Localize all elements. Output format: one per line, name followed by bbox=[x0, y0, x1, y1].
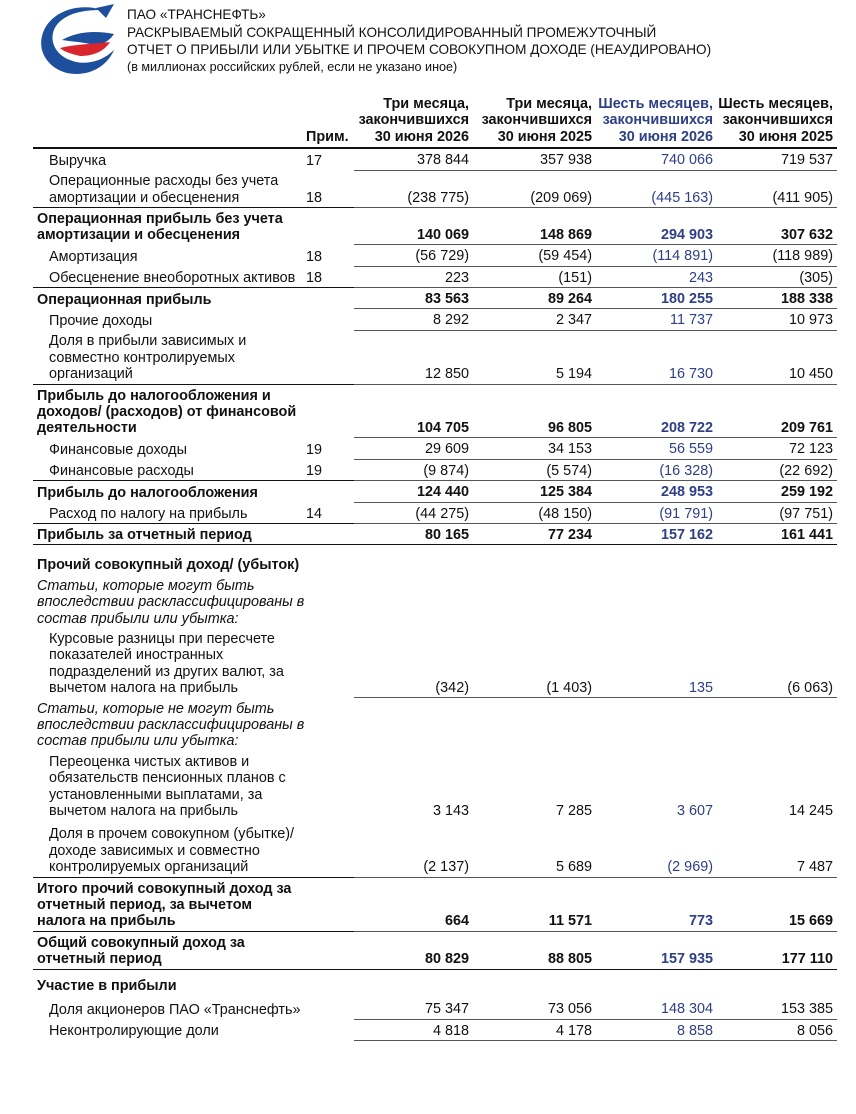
table-row bbox=[33, 309, 837, 330]
row-value: (56 729) bbox=[354, 245, 473, 266]
section-heading: Прочий совокупный доход/ (убыток) bbox=[37, 557, 300, 574]
column-header-h1-2026 bbox=[596, 96, 717, 148]
row-value: 96 805 bbox=[473, 384, 596, 438]
row-label: Прибыль до налогообложения и доходов/ (расходов) от финансовой деятельности bbox=[33, 384, 306, 438]
row-value: 357 938 bbox=[473, 148, 596, 170]
row-value: 7 285 bbox=[555, 803, 592, 820]
empty-cell bbox=[717, 698, 837, 751]
row-label: Курсовые разницы при пересчете показателей иностранных подразделений из других валют, за вычетом налога на прибыль bbox=[49, 630, 284, 697]
row-label: Операционные расходы без учета амортизации и обесценения bbox=[49, 173, 279, 206]
row-label: Амортизация bbox=[49, 248, 138, 265]
table-row bbox=[33, 1019, 837, 1040]
row-label: Переоценка чистых активов и обязательств пенсионных планов с установленными выплатами, за вычетом налога на прибыль bbox=[49, 753, 286, 820]
row-value: (91 791) bbox=[596, 502, 717, 523]
section-heading-row bbox=[33, 969, 837, 995]
row-value: 135 bbox=[596, 628, 717, 698]
row-note bbox=[306, 207, 354, 244]
row-value: 83 563 bbox=[354, 288, 473, 309]
row-value: 157 162 bbox=[596, 523, 717, 544]
row-value: 2 347 bbox=[473, 309, 596, 330]
table-row bbox=[33, 245, 837, 266]
row-value: 773 bbox=[596, 877, 717, 931]
row-value: (5 574) bbox=[473, 459, 596, 480]
row-note bbox=[306, 995, 354, 1019]
row-value: 719 537 bbox=[717, 148, 837, 170]
table-row-subtotal bbox=[33, 481, 837, 502]
row-value: (151) bbox=[473, 266, 596, 287]
column-header-line: закончившихся bbox=[722, 112, 833, 129]
row-value: 14 245 bbox=[788, 803, 833, 820]
column-header-h1-2025 bbox=[717, 96, 837, 148]
row-value: 72 123 bbox=[717, 438, 837, 459]
row-value: 153 385 bbox=[717, 995, 837, 1019]
row-note bbox=[306, 523, 354, 544]
row-value: 5 689 bbox=[473, 820, 596, 877]
transneft-logo-icon bbox=[36, 4, 120, 78]
row-note: 19 bbox=[306, 441, 323, 458]
report-title-line-2: ОТЧЕТ О ПРИБЫЛИ ИЛИ УБЫТКЕ И ПРОЧЕМ СОВОКУПНОМ ДОХОДЕ (НЕАУДИРОВАНО) bbox=[127, 42, 712, 57]
row-note bbox=[306, 288, 354, 309]
column-header-line: 30 июня 2026 bbox=[374, 128, 469, 145]
section-heading: Участие в прибыли bbox=[37, 977, 177, 994]
row-value: 294 903 bbox=[596, 207, 717, 244]
row-value: 7 487 bbox=[717, 820, 837, 877]
table-row-subtotal bbox=[33, 877, 837, 931]
row-note: 18 bbox=[306, 189, 323, 206]
row-value: 248 953 bbox=[596, 481, 717, 502]
row-value: 157 935 bbox=[596, 931, 717, 969]
row-value: 3 143 bbox=[432, 803, 469, 820]
table-row-subtotal bbox=[33, 207, 837, 244]
empty-cell bbox=[354, 575, 473, 628]
row-note: 17 bbox=[306, 152, 323, 169]
row-value: 3 607 bbox=[676, 803, 713, 820]
row-label: Операционная прибыль bbox=[33, 288, 306, 309]
row-value: 124 440 bbox=[354, 481, 473, 502]
table-row bbox=[33, 628, 837, 698]
row-note: 18 bbox=[306, 269, 323, 286]
row-label: Прибыль за отчетный период bbox=[33, 523, 306, 544]
row-value: (342) bbox=[354, 628, 473, 698]
table-row bbox=[33, 820, 837, 877]
table-row bbox=[33, 502, 837, 523]
row-value: 4 818 bbox=[354, 1019, 473, 1040]
table-header-row bbox=[33, 96, 837, 148]
column-header-line: закончившихся bbox=[481, 112, 592, 129]
row-note bbox=[306, 384, 354, 438]
empty-cell bbox=[473, 698, 596, 751]
row-label: Доля акционеров ПАО «Транснефть» bbox=[49, 1001, 301, 1018]
subsection-heading: Статьи, которые могут быть впоследствии расклассифицированы в состав прибыли или убытка: bbox=[37, 577, 305, 627]
row-label: Прибыль до налогообложения bbox=[33, 481, 306, 502]
row-label: Финансовые расходы bbox=[49, 462, 194, 479]
row-value: 140 069 bbox=[354, 207, 473, 244]
row-value: (2 969) bbox=[596, 820, 717, 877]
row-value: 80 829 bbox=[354, 931, 473, 969]
column-header-q2-2026 bbox=[354, 96, 473, 148]
empty-cell bbox=[354, 698, 473, 751]
row-value: (59 454) bbox=[473, 245, 596, 266]
row-value: 12 850 bbox=[354, 330, 473, 384]
row-value: 243 bbox=[596, 266, 717, 287]
empty-cell bbox=[717, 575, 837, 628]
row-value: 307 632 bbox=[717, 207, 837, 244]
row-value: 75 347 bbox=[354, 995, 473, 1019]
row-note: 19 bbox=[306, 462, 323, 479]
row-value: 209 761 bbox=[717, 384, 837, 438]
row-value: 16 730 bbox=[596, 330, 717, 384]
row-value: 5 194 bbox=[473, 330, 596, 384]
column-header-line: Шесть месяцев, bbox=[598, 96, 713, 112]
table-row-total bbox=[33, 523, 837, 544]
table-row bbox=[33, 751, 837, 821]
row-value: 34 153 bbox=[473, 438, 596, 459]
column-header-line: Три месяца, bbox=[506, 96, 592, 112]
row-label: Расход по налогу на прибыль bbox=[49, 505, 248, 522]
row-value: 664 bbox=[354, 877, 473, 931]
row-value: (1 403) bbox=[473, 628, 596, 698]
row-value: (411 905) bbox=[717, 170, 837, 207]
row-value: 148 304 bbox=[596, 995, 717, 1019]
subsection-heading-row bbox=[33, 698, 837, 751]
row-label: Неконтролирующие доли bbox=[49, 1023, 219, 1039]
column-header-line: 30 июня 2025 bbox=[738, 128, 833, 145]
row-value: 125 384 bbox=[473, 481, 596, 502]
row-value: (238 775) bbox=[354, 170, 473, 207]
row-value: (22 692) bbox=[717, 459, 837, 480]
report-title-line-1: РАСКРЫВАЕМЫЙ СОКРАЩЕННЫЙ КОНСОЛИДИРОВАННЫЙ ПРОМЕЖУТОЧНЫЙ bbox=[127, 24, 657, 40]
row-value: (209 069) bbox=[473, 170, 596, 207]
row-value: 8 292 bbox=[354, 309, 473, 330]
table-row bbox=[33, 995, 837, 1019]
empty-cell bbox=[596, 575, 717, 628]
row-value: (114 891) bbox=[596, 245, 717, 266]
subsection-heading: Статьи, которые не могут быть впоследствии расклассифицированы в состав прибыли или убытка: bbox=[37, 700, 305, 750]
section-heading-row bbox=[33, 545, 837, 575]
row-note bbox=[306, 751, 354, 821]
table-row bbox=[33, 438, 837, 459]
table-row-subtotal bbox=[33, 288, 837, 309]
table-row bbox=[33, 330, 837, 384]
empty-cell bbox=[596, 698, 717, 751]
column-header-q2-2025 bbox=[473, 96, 596, 148]
row-value: (305) bbox=[717, 266, 837, 287]
row-value: 8 858 bbox=[596, 1019, 717, 1040]
row-value: 180 255 bbox=[596, 288, 717, 309]
row-value: 88 805 bbox=[473, 931, 596, 969]
report-header bbox=[127, 6, 827, 76]
row-note bbox=[306, 877, 354, 931]
row-value: 73 056 bbox=[473, 995, 596, 1019]
row-note: 14 bbox=[306, 505, 323, 522]
row-value: 11 571 bbox=[473, 877, 596, 931]
row-value: (48 150) bbox=[473, 502, 596, 523]
row-label: Выручка bbox=[49, 152, 107, 169]
row-value: 208 722 bbox=[596, 384, 717, 438]
row-label: Операционная прибыль без учета амортизации и обесценения bbox=[33, 207, 306, 244]
column-header-line: 30 июня 2026 bbox=[618, 128, 713, 145]
row-value: 148 869 bbox=[473, 207, 596, 244]
row-value: 89 264 bbox=[473, 288, 596, 309]
company-name: ПАО «ТРАНСНЕФТЬ» bbox=[127, 7, 266, 22]
row-value: (445 163) bbox=[596, 170, 717, 207]
subsection-heading-row bbox=[33, 575, 837, 628]
label-column-header bbox=[33, 96, 306, 148]
row-value: 104 705 bbox=[354, 384, 473, 438]
row-value: (2 137) bbox=[354, 820, 473, 877]
table-row bbox=[33, 148, 837, 170]
row-value: 77 234 bbox=[473, 523, 596, 544]
row-value: 259 192 bbox=[717, 481, 837, 502]
row-label: Обесценение внеоборотных активов bbox=[49, 269, 296, 286]
units-note: (в миллионах российских рублей, если не указано иное) bbox=[127, 59, 458, 74]
row-value: (118 989) bbox=[717, 245, 837, 266]
column-header-line: закончившихся bbox=[602, 112, 713, 129]
row-note bbox=[306, 309, 354, 330]
row-note bbox=[306, 931, 354, 969]
row-value: 378 844 bbox=[354, 148, 473, 170]
row-value: 188 338 bbox=[717, 288, 837, 309]
row-label: Доля в прибыли зависимых и совместно контролируемых организаций bbox=[49, 333, 247, 383]
column-header-line: закончившихся bbox=[358, 112, 469, 129]
row-value: 10 973 bbox=[717, 309, 837, 330]
row-note bbox=[306, 820, 354, 877]
row-value: 161 441 bbox=[717, 523, 837, 544]
row-value: 4 178 bbox=[473, 1019, 596, 1040]
row-note bbox=[306, 330, 354, 384]
row-label: Прочие доходы bbox=[49, 312, 153, 329]
row-label: Финансовые доходы bbox=[49, 441, 187, 458]
row-value: 10 450 bbox=[717, 330, 837, 384]
row-value: (9 874) bbox=[354, 459, 473, 480]
row-value: 56 559 bbox=[596, 438, 717, 459]
table-row bbox=[33, 170, 837, 207]
row-value: 177 110 bbox=[717, 931, 837, 969]
row-label: Доля в прочем совокупном (убытке)/ доходе зависимых и совместно контролируемых организаций bbox=[49, 826, 295, 876]
column-header-line: 30 июня 2025 bbox=[497, 128, 592, 145]
row-value: (16 328) bbox=[596, 459, 717, 480]
row-label: Общий совокупный доход за отчетный период bbox=[33, 931, 306, 969]
row-value: 11 737 bbox=[596, 309, 717, 330]
column-header-line: Три месяца, bbox=[383, 96, 469, 112]
row-value: (97 751) bbox=[717, 502, 837, 523]
empty-cell bbox=[473, 575, 596, 628]
row-value: (6 063) bbox=[717, 628, 837, 698]
row-note: 18 bbox=[306, 248, 323, 265]
row-note bbox=[306, 1019, 354, 1040]
table-row-total bbox=[33, 931, 837, 969]
table-row bbox=[33, 266, 837, 287]
row-value: 740 066 bbox=[596, 148, 717, 170]
row-value: 8 056 bbox=[717, 1019, 837, 1040]
row-note bbox=[306, 481, 354, 502]
column-header-line: Шесть месяцев, bbox=[718, 96, 833, 112]
row-value: 80 165 bbox=[354, 523, 473, 544]
table-row bbox=[33, 459, 837, 480]
table-row-subtotal bbox=[33, 384, 837, 438]
income-statement-table bbox=[33, 96, 837, 1041]
row-value: 15 669 bbox=[717, 877, 837, 931]
row-label: Итого прочий совокупный доход за отчетный период, за вычетом налога на прибыль bbox=[33, 877, 306, 931]
note-column-header: Прим. bbox=[306, 128, 349, 145]
row-value: 223 bbox=[354, 266, 473, 287]
row-value: (44 275) bbox=[354, 502, 473, 523]
row-note bbox=[306, 628, 354, 698]
row-value: 29 609 bbox=[354, 438, 473, 459]
